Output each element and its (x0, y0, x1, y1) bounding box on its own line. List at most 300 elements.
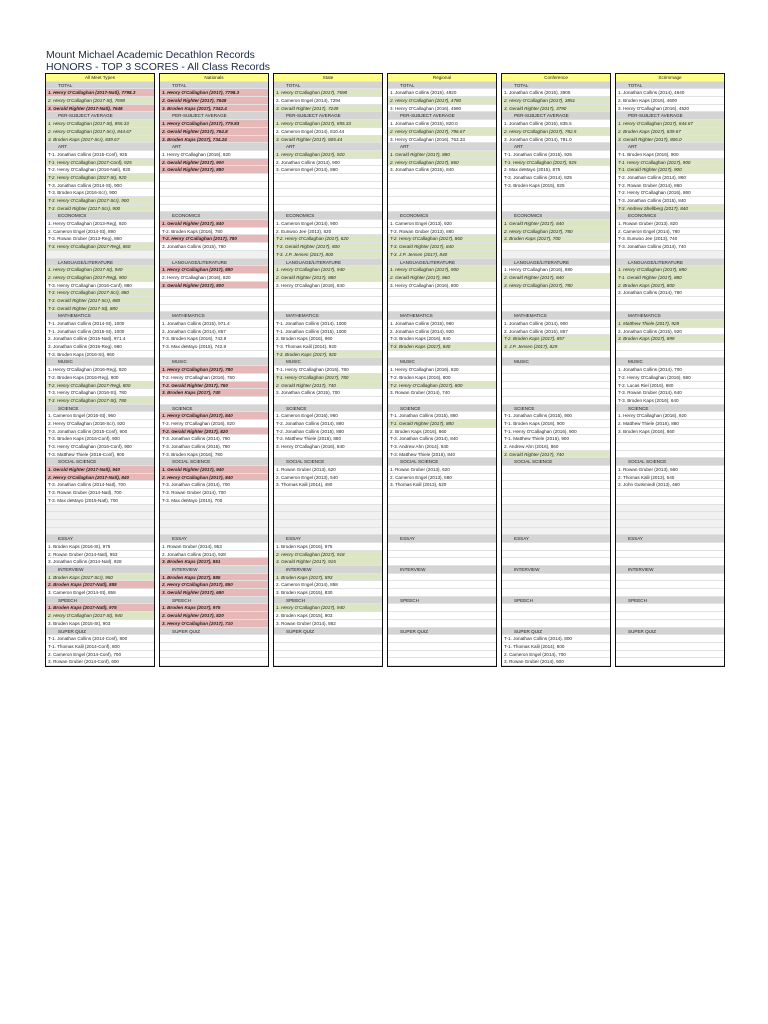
record-row: T-1. Jonathan Collins (2014-St), 1000 (46, 320, 154, 328)
record-row (274, 651, 382, 659)
record-row (502, 397, 610, 405)
column-state (273, 73, 383, 667)
record-row (388, 205, 496, 213)
record-row: 1. Henry O'Callaghan (2017), 7698 (274, 89, 382, 97)
record-row: 1. Henry O'Callaghan (2016), 920 (160, 151, 268, 159)
record-row: T-2. Henry O'Callaghan (2016), 680 (616, 374, 724, 382)
record-row: 1. Jonathan Collins (2015), 835.5 (502, 120, 610, 128)
record-row: 3. Henry O'Callaghan (2017), 710 (160, 620, 268, 628)
record-row: 2. Cameron Engel (2013), 540 (274, 474, 382, 482)
record-row (160, 512, 268, 520)
record-row (502, 528, 610, 536)
record-row: 2. Henry O'Callaghan (2016-Scr), 920 (46, 420, 154, 428)
record-row: 3. Broden Kaps (2017), 899 (616, 335, 724, 343)
record-row: 1. Henry O'Callaghan (2017), 880 (616, 266, 724, 274)
document-title: Mount Michael Academic Decathlon Records (46, 49, 255, 61)
record-row: 1. Broden Kaps (2017), 975 (160, 604, 268, 612)
record-row: 3. Broden Kaps (2015-St), 903 (46, 620, 154, 628)
record-row: 3. Broden Kaps (2017-Scr), 839.67 (46, 136, 154, 144)
record-row: 1. Jonathan Collins (2015), 820.0 (388, 120, 496, 128)
section-header: ESSAY (274, 535, 382, 543)
record-row: T-2. Henry O'Callaghan (2017), 860 (388, 235, 496, 243)
record-row (274, 528, 382, 536)
section-header: PER-SUBJECT AVERAGE (502, 112, 610, 120)
record-row: 1. Rowan Gruber (2013), 620 (388, 466, 496, 474)
record-row: T-2. Henry O'Callaghan (2017), 820 (274, 235, 382, 243)
record-row: 1. Henry O'Callaghan (2017), 940 (274, 266, 382, 274)
section-header: LANGUAGE/LITERATURE (388, 259, 496, 267)
record-row: 1. Broden Kaps (2017-Natl), 975 (46, 604, 154, 612)
record-row: T-2. Jonathan Collins (2015), 880 (274, 428, 382, 436)
record-row: T-2. Lucas Riel (2016), 680 (616, 382, 724, 390)
record-row: 1. Broden Kaps (2016-St), 975 (46, 543, 154, 551)
record-row (388, 305, 496, 313)
record-row (274, 205, 382, 213)
section-header: INTERVIEW (616, 566, 724, 574)
record-row: 3. Broden Kaps (2017), 7342.4 (160, 105, 268, 113)
section-header: INTERVIEW (46, 566, 154, 574)
record-row (388, 397, 496, 405)
record-row: T-3. Gerald Righter (2017-Scr), 880 (46, 297, 154, 305)
column-header: Regional (388, 74, 496, 82)
record-row: 1. Gerald Righter (2017), 940 (160, 466, 268, 474)
record-row (388, 497, 496, 505)
section-header: ESSAY (502, 535, 610, 543)
section-header: ECONOMICS (46, 212, 154, 220)
record-row (616, 297, 724, 305)
record-row (274, 305, 382, 313)
record-row: T-2. Henry O'Callaghan (2017), 780 (160, 235, 268, 243)
record-row: 1. Jonathan Collins (2014), 700 (616, 366, 724, 374)
record-row: T-2. Henry O'Callaghan (2016), 860 (616, 189, 724, 197)
section-header: PER-SUBJECT AVERAGE (274, 112, 382, 120)
section-header: SPEECH (274, 597, 382, 605)
record-row: 2. Henry O'Callaghan (2017), 850 (160, 581, 268, 589)
record-row (274, 289, 382, 297)
record-row (502, 612, 610, 620)
section-header: LANGUAGE/LITERATURE (502, 259, 610, 267)
record-row: 1. Henry O'Callaghan (2017), 900 (388, 266, 496, 274)
record-row (502, 543, 610, 551)
record-row: T-3. Rowan Gruber (2014-Natl), 700 (46, 489, 154, 497)
section-header: LANGUAGE/LITERATURE (46, 259, 154, 267)
record-row: T-2. Rowan Gruber (2014), 860 (616, 182, 724, 190)
record-row: T-3. Jonathan Collins (2014), 840 (388, 435, 496, 443)
record-row: 2. Henry O'Callaghan (2017-St), 7698 (46, 97, 154, 105)
record-row: T-3. Broden Kaps (2017), 920 (274, 351, 382, 359)
record-row: 2. Jonathan Collins (2014), 920 (388, 328, 496, 336)
section-header: LANGUAGE/LITERATURE (274, 259, 382, 267)
record-row: 2. Henry O'Callaghan (2017), 796.67 (388, 128, 496, 136)
record-row: 1. Gerald Righter (2017), 840 (502, 220, 610, 228)
record-row (388, 558, 496, 566)
section-header: ESSAY (388, 535, 496, 543)
record-row: 1. Gerald Righter (2017), 880 (388, 151, 496, 159)
section-header: SCIENCE (46, 405, 154, 413)
record-row: 3. Broden Kaps (2016), 860 (616, 428, 724, 436)
document-subtitle: HONORS - TOP 3 SCORES - All Class Records (46, 61, 271, 73)
record-row: 2. Henry O'Callaghan (2017), 840 (160, 474, 268, 482)
record-row: T-3. Broden Kaps (2016), 780 (160, 451, 268, 459)
record-row (274, 635, 382, 643)
record-row: T-3. Jonathan Collins (2014), 825 (502, 174, 610, 182)
section-header: SOCIAL SCIENCE (274, 458, 382, 466)
section-header: INTERVIEW (274, 566, 382, 574)
record-row: 2. Henry O'Callaghan (2017), 3851 (502, 97, 610, 105)
section-header: ECONOMICS (160, 212, 268, 220)
record-row: T-3. Henry O'Callaghan (2016-Conf), 880 (46, 282, 154, 290)
record-row: T-1. Jonathan Collins (2015), 1000 (274, 328, 382, 336)
record-row (274, 174, 382, 182)
record-row (274, 451, 382, 459)
record-row: 1. Henry O'Callaghan (2017), 855.33 (274, 120, 382, 128)
record-row (616, 528, 724, 536)
record-row (160, 174, 268, 182)
record-row: 3. Broden Kaps (2017), 734.24 (160, 136, 268, 144)
record-row: 2. Henry O'Callaghan (2017), 780 (502, 228, 610, 236)
record-row: T-3. Broden Kaps (2017), 840 (388, 343, 496, 351)
record-row (616, 451, 724, 459)
record-row: 2. Eunwoo Jee (2013), 820 (274, 228, 382, 236)
record-row (616, 543, 724, 551)
section-header: ART (160, 143, 268, 151)
record-row: 1. Henry O'Callaghan (2016), 880 (502, 266, 610, 274)
section-header: SOCIAL SCIENCE (46, 458, 154, 466)
record-row: 3. Gerald Righter (2017), 806.0 (616, 136, 724, 144)
record-row (502, 382, 610, 390)
record-row: T-3. Jonathan Collins (2014), 740 (616, 243, 724, 251)
record-row (502, 366, 610, 374)
record-row (388, 182, 496, 190)
record-row: 3. Henry O'Callaghan (2017), 780 (502, 282, 610, 290)
section-header: MUSIC (160, 358, 268, 366)
record-row (502, 305, 610, 313)
record-row: T-1. Jonathan Collins (2015), 900 (502, 412, 610, 420)
record-row: T-1. Broden Kaps (2016), 900 (616, 151, 724, 159)
record-row: 3. Broden Kaps (2017), 700 (502, 235, 610, 243)
record-row: T-1. Jonathan Collins (2014), 1000 (274, 320, 382, 328)
record-row (46, 512, 154, 520)
record-row: 2. Henry O'Callaghan (2017-Reg), 900 (46, 274, 154, 282)
record-row: 1. Rowan Gruber (2013), 820 (616, 220, 724, 228)
section-header: MATHEMATICS (502, 312, 610, 320)
record-row: 3. John Gutsmiedl (2013), 460 (616, 481, 724, 489)
record-row: 1. Jonathan Collins (2014), 4640 (616, 89, 724, 97)
record-row (160, 658, 268, 666)
section-header: MUSIC (274, 358, 382, 366)
record-row (502, 489, 610, 497)
record-row: 2. Max deMayo (2015), 875 (502, 166, 610, 174)
record-row (502, 189, 610, 197)
record-row: 3. Henry O'Callaghan (2016), 800 (388, 282, 496, 290)
record-row: T-1. Gerald Righter (2017), 880 (616, 274, 724, 282)
record-row (502, 197, 610, 205)
record-row: T-3. Jonathan Collins (2014-St), 900 (46, 182, 154, 190)
record-row: 3. Jonathan Collins (2015), 840 (388, 166, 496, 174)
record-row: 3. Gerald Righter (2017-Natl), 7648 (46, 105, 154, 113)
record-row: T-3. Jonathan Collins (2015), 780 (160, 443, 268, 451)
record-row: 2. Gerald Righter (2017), 820 (160, 612, 268, 620)
record-row (502, 520, 610, 528)
record-row (502, 351, 610, 359)
record-row: 3. Gerald Righter (2017), 915 (274, 558, 382, 566)
record-row: 1. Henry O'Callaghan (2017-St), 940 (46, 266, 154, 274)
record-row: T-1. Broden Kaps (2016), 900 (502, 420, 610, 428)
record-row: 1. Henry O'Callaghan (2017-Natl), 7798.3 (46, 89, 154, 97)
record-row: 1. Henry O'Callaghan (2017), 844.67 (616, 120, 724, 128)
record-row: 1. Jonathan Collins (2015), 4920 (388, 89, 496, 97)
record-row: 1. Cameron Engel (2016-St), 960 (46, 412, 154, 420)
record-row (274, 197, 382, 205)
record-row (160, 651, 268, 659)
record-row: 2. Jonathan Collins (2015), 857 (502, 328, 610, 336)
record-row: 2. Rowan Gruber (2014-Natl), 953 (46, 551, 154, 559)
record-row: T-3. Broden Kaps (2016-Conf), 900 (46, 435, 154, 443)
record-row (616, 643, 724, 651)
record-row: T-3. Rowan Gruber (2014), 640 (616, 389, 724, 397)
record-row: T-3. Gerald Righter (2017-St), 880 (46, 305, 154, 313)
record-row (616, 343, 724, 351)
record-row: 2. Jonathan Collins (2014), 900 (274, 159, 382, 167)
record-row (388, 574, 496, 582)
record-row: T-3. Jonathan Collins (2015-Conf), 900 (46, 428, 154, 436)
record-row: 3. Broden Kaps (2017), 851 (160, 558, 268, 566)
record-row: 2. Gerald Righter (2017), 880 (274, 274, 382, 282)
record-row: 2. Henry O'Callaghan (2017), 918 (274, 551, 382, 559)
record-row: 2. Cameron Engel (2013), 580 (388, 474, 496, 482)
section-header: SUPER QUIZ (388, 628, 496, 636)
record-row (388, 658, 496, 666)
record-row: 2. Thomas Kalil (2013), 540 (616, 474, 724, 482)
record-row (388, 635, 496, 643)
record-row: T-2. Matthew Thiele (2016), 880 (274, 435, 382, 443)
record-row: 1. Jonathan Collins (2015), 971.4 (160, 320, 268, 328)
record-row: 1. Henry O'Callaghan (2016-Reg), 820 (46, 366, 154, 374)
record-row: 1. Henry O'Callaghan (2017), 880 (160, 266, 268, 274)
section-header: TOTAL (274, 82, 382, 90)
section-header: TOTAL (46, 82, 154, 90)
record-row (46, 520, 154, 528)
record-row: T-3. Matthew Thiele (2016), 840 (388, 451, 496, 459)
record-row: 1. Jonathan Collins (2014), 900 (502, 320, 610, 328)
section-header: INTERVIEW (502, 566, 610, 574)
section-header: INTERVIEW (388, 566, 496, 574)
record-row: 1. Gerald Righter (2017-Natl), 940 (46, 466, 154, 474)
record-row: 2. Cameron Engel (2014-St), 890 (46, 228, 154, 236)
section-header: SOCIAL SCIENCE (616, 458, 724, 466)
record-row: T-3. Broden Kaps (2016-Scr), 900 (46, 189, 154, 197)
record-row: 2. Henry O'Callaghan (2017-Scr), 844.67 (46, 128, 154, 136)
record-row: T-1. Jonathan Collins (2015), 925 (502, 151, 610, 159)
record-row (388, 651, 496, 659)
record-row: T-2. Henry O'Callaghan (2017-Reg), 800 (46, 382, 154, 390)
column-header: Nationals (160, 74, 268, 82)
record-row (502, 243, 610, 251)
section-header: SPEECH (502, 597, 610, 605)
record-row: T-2. Broden Kaps (2016), 780 (160, 228, 268, 236)
record-row: 2. Henry O'Callaghan (2016), 820 (160, 274, 268, 282)
record-row: 3. Jonathan Collins (2015), 700 (274, 389, 382, 397)
record-row (388, 289, 496, 297)
record-row: 1. Henry O'Callaghan (2017), 780 (160, 366, 268, 374)
record-row: 2. Broden Kaps (2017), 839.67 (616, 128, 724, 136)
record-row (502, 389, 610, 397)
record-row (388, 543, 496, 551)
column-header: Scrimmage (616, 74, 724, 82)
record-row: 1. Broden Kaps (2017-Scr), 950 (46, 574, 154, 582)
record-row: 3. Rowan Gruber (2014-Conf), 600 (46, 658, 154, 666)
record-row (616, 305, 724, 313)
record-row (616, 658, 724, 666)
record-row: 2. Cameron Engel (2014), 7294 (274, 97, 382, 105)
record-row: 1. Cameron Engel (2016), 960 (274, 412, 382, 420)
record-row: T-3. Henry O'Callaghan (2016-Conf), 900 (46, 443, 154, 451)
record-row: T-3. Rowan Gruber (2014), 700 (160, 489, 268, 497)
record-row: T-2. Gerald Righter (2017), 820 (160, 428, 268, 436)
record-row: T-2. Jonathan Collins (2014), 860 (616, 174, 724, 182)
record-row (160, 635, 268, 643)
record-row: T-1. Henry O'Callaghan (2017), 780 (274, 374, 382, 382)
record-row: 2. Broden Kaps (2016), 4600 (616, 97, 724, 105)
record-row: 2. Jonathan Collins (2015-Natl), 971.4 (46, 335, 154, 343)
record-row: 3. Gerald Righter (2017), 680 (160, 589, 268, 597)
record-row (274, 658, 382, 666)
record-row: T-1. Henry O'Callaghan (2016), 900 (502, 428, 610, 436)
record-row: T-3. J.P. Jensen (2017), 800 (274, 251, 382, 259)
record-row: 1. Henry O'Callaghan (2016), 920 (616, 412, 724, 420)
record-row (616, 558, 724, 566)
record-row (616, 581, 724, 589)
record-row: T-3. Eunwoo Jee (2013), 740 (616, 235, 724, 243)
record-row: 3. Gerald Righter (2017), 7249 (274, 105, 382, 113)
record-row (502, 558, 610, 566)
section-header: MUSIC (502, 358, 610, 366)
record-row: 2. Henry O'Callaghan (2017), 4780 (388, 97, 496, 105)
record-row (616, 604, 724, 612)
record-row (274, 643, 382, 651)
record-row: T-1. Jonathan Collins (2014-Conf), 800 (46, 635, 154, 643)
section-header: SUPER QUIZ (46, 628, 154, 636)
record-row (502, 205, 610, 213)
section-header: SPEECH (388, 597, 496, 605)
record-row (502, 474, 610, 482)
record-row: 1. Gerald Righter (2017), 840 (160, 220, 268, 228)
section-header: SCIENCE (616, 405, 724, 413)
record-row: 1. Rowan Gruber (2014), 953 (160, 543, 268, 551)
record-row (616, 512, 724, 520)
record-row: T-3. Andrew Ahn (2014), 840 (388, 443, 496, 451)
record-row: 2. Broden Kaps (2016), 860 (388, 428, 496, 436)
record-row (274, 489, 382, 497)
record-row: 2. Gerald Righter (2017), 900 (160, 159, 268, 167)
record-row: 3. Jonathan Collins (2014), 781.0 (502, 136, 610, 144)
record-row: T-3. Matthew Thiele (2016-Conf), 900 (46, 451, 154, 459)
record-row: 1. Henry O'Callaghan (2017), 840 (160, 412, 268, 420)
record-row: 1. Broden Kaps (2017), 885 (160, 574, 268, 582)
section-header: PER-SUBJECT AVERAGE (616, 112, 724, 120)
record-row: 2. Jonathan Collins (2014), 857 (160, 328, 268, 336)
record-row: 3. Henry O'Callaghan (2016), 4580 (388, 105, 496, 113)
record-row (502, 251, 610, 259)
column-regional (387, 73, 497, 667)
record-row: 2. Broden Kaps (2015), 903 (274, 612, 382, 620)
record-row: T-3. Henry O'Callaghan (2017-Reg), 860 (46, 243, 154, 251)
record-row: 3. Jonathan Collins (2014), 780 (616, 289, 724, 297)
section-header: ECONOMICS (616, 212, 724, 220)
record-row (388, 197, 496, 205)
record-row: 2. Cameron Engel (2014), 810.44 (274, 128, 382, 136)
record-row: T-2. Henry O'Callaghan (2016), 820 (160, 420, 268, 428)
record-row: 1. Jonathan Collins (2015), 3905 (502, 89, 610, 97)
record-row (502, 297, 610, 305)
record-row (274, 182, 382, 190)
record-row: 3. Jonathan Collins (2014-Natl), 928 (46, 558, 154, 566)
record-row: 3. Rowan Gruber (2014), 882 (274, 620, 382, 628)
section-header: TOTAL (160, 82, 268, 90)
record-row: 2. Broden Kaps (2016), 960 (274, 335, 382, 343)
record-row (160, 397, 268, 405)
record-row: 2. Henry O'Callaghan (2017-St), 940 (46, 612, 154, 620)
record-row: T-3. Gerald Righter (2017-Scr), 900 (46, 205, 154, 213)
record-row (160, 528, 268, 536)
record-row (616, 497, 724, 505)
record-row: 3. Jonathan Collins (2015), 760 (160, 243, 268, 251)
record-row (616, 435, 724, 443)
section-header: ECONOMICS (388, 212, 496, 220)
record-row: 3. Gerald Righter (2017), 3790 (502, 105, 610, 113)
record-row: T-3. Max deMayo (2015), 742.9 (160, 343, 268, 351)
record-row: 3. Henry O'Callaghan (2016), 763.33 (388, 136, 496, 144)
section-header: PER-SUBJECT AVERAGE (46, 112, 154, 120)
section-header: TOTAL (388, 82, 496, 90)
record-row: 2. Jonathan Collins (2014), 928 (160, 551, 268, 559)
section-header: MUSIC (388, 358, 496, 366)
section-header: MUSIC (46, 358, 154, 366)
section-header: MUSIC (616, 358, 724, 366)
record-row: T-1. Henry O'Callaghan (2017-Conf), 925 (46, 159, 154, 167)
document-title-block (46, 49, 270, 73)
record-row (160, 520, 268, 528)
record-row: 2. Gerald Righter (2017), 764.8 (160, 128, 268, 136)
record-row (274, 512, 382, 520)
record-row (46, 528, 154, 536)
column-header: State (274, 74, 382, 82)
record-row (274, 497, 382, 505)
record-row (160, 251, 268, 259)
record-row: T-1. Jonathan Collins (2015-St), 1000 (46, 328, 154, 336)
record-row: 3. Thomas Kalil (2014), 480 (274, 481, 382, 489)
section-header: MATHEMATICS (160, 312, 268, 320)
record-row: 2. Henry O'Callaghan (2017), 860 (388, 159, 496, 167)
record-row: T-3. Broden Kaps (2016), 742.9 (160, 335, 268, 343)
section-header: ART (502, 143, 610, 151)
record-row: 1. Matthew Thiele (2017), 928 (616, 320, 724, 328)
record-row: 3. Broden Kaps (2015), 830 (274, 589, 382, 597)
record-row: T-3. Broden Kaps (2016), 840 (388, 335, 496, 343)
record-row (616, 635, 724, 643)
record-row (502, 374, 610, 382)
record-row (616, 620, 724, 628)
section-header: PER-SUBJECT AVERAGE (160, 112, 268, 120)
record-row: 2. Gerald Righter (2017), 740 (274, 382, 382, 390)
section-header: ART (388, 143, 496, 151)
record-row (274, 189, 382, 197)
section-header: SPEECH (616, 597, 724, 605)
record-row: 1. Cameron Engel (2014), 900 (274, 220, 382, 228)
column-all-meet-types (45, 73, 155, 667)
record-row: 2. Broden Kaps (2017), 800 (616, 282, 724, 290)
record-row: 2. Andrew Ahn (2016), 860 (502, 443, 610, 451)
